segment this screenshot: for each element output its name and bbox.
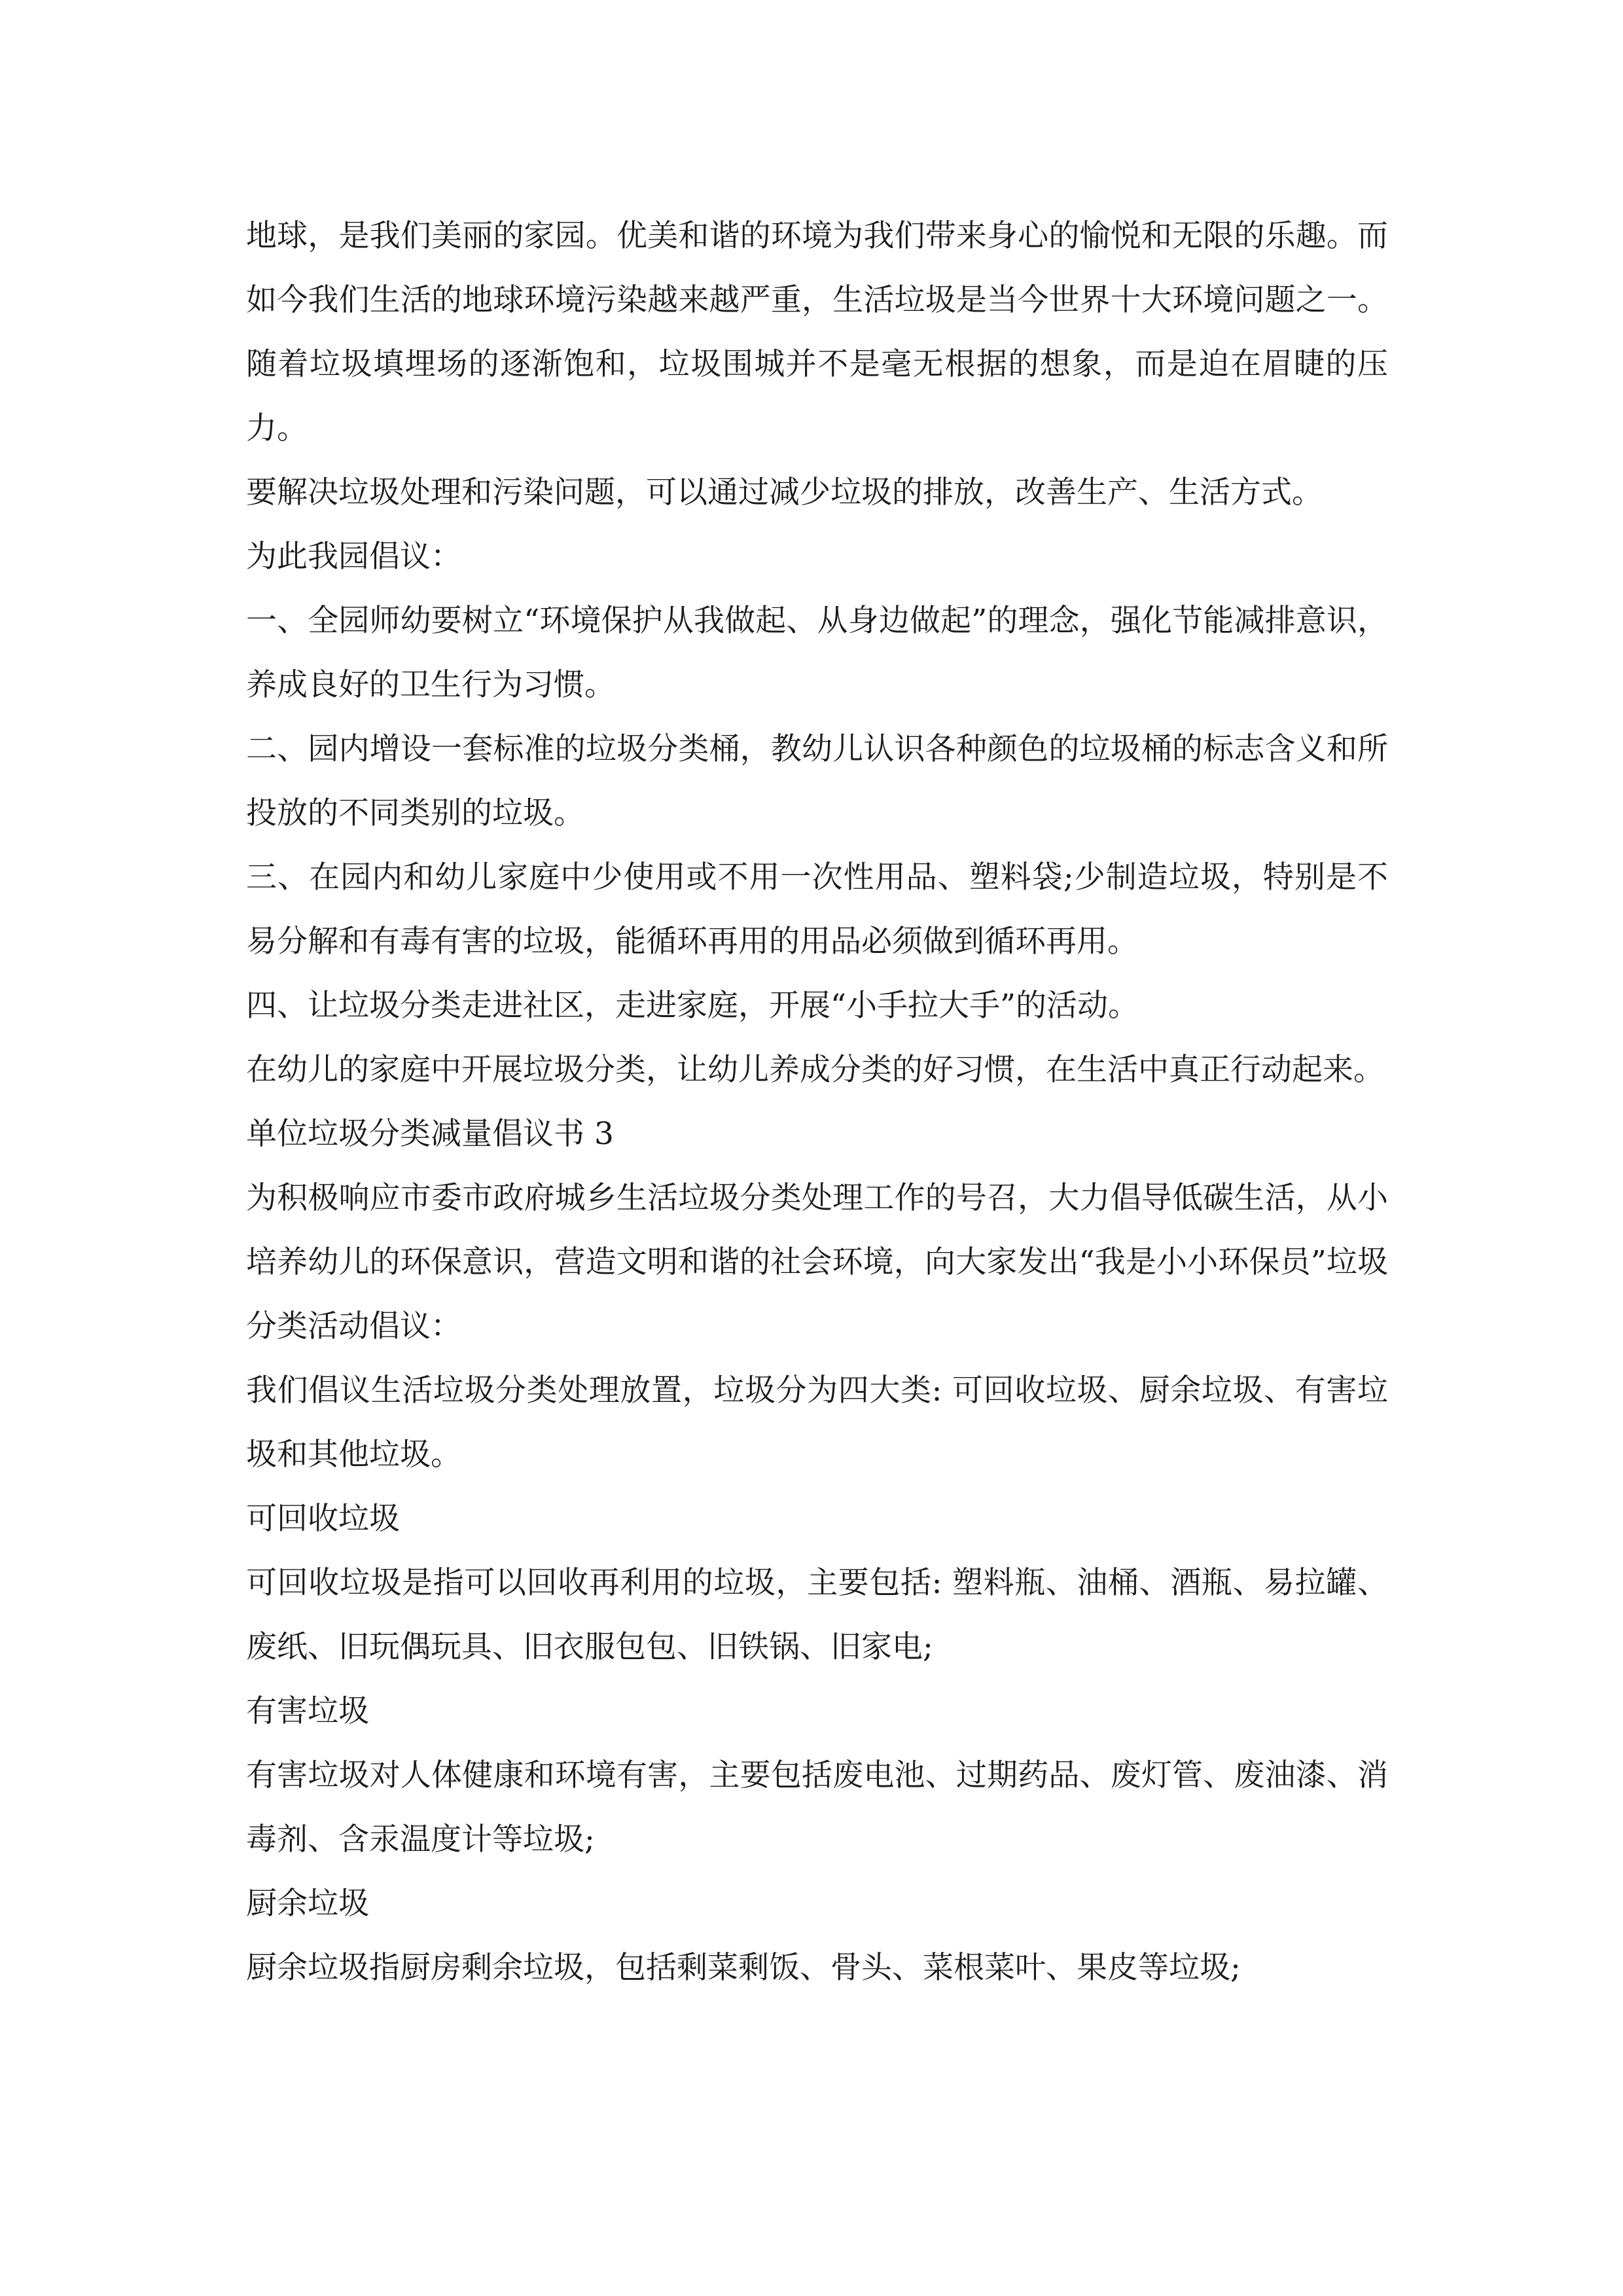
section-heading-proposal-3: 单位垃圾分类减量倡议书 3 — [246, 1116, 614, 1152]
paragraph-recyclable: 可回收垃圾是指可以回收再利用的垃圾，主要包括: 塑料瓶、油桶、酒瓶、易拉罐、废纸、旧玩偶玩具、旧衣服包包、旧铁锅、旧家电; — [246, 1565, 1388, 1665]
paragraph-response-call: 为积极响应市委市政府城乡生活垃圾分类处理工作的号召，大力倡导低碳生活，从小培养幼儿的环保意识，营造文明和谐的社会环境，向大家发出“我是小小环保员”垃圾分类活动倡议： — [246, 1180, 1388, 1344]
paragraph-proposal-3: 三、在园内和幼儿家庭中少使用或不用一次性用品、塑料袋;少制造垃圾，特别是不易分解和有毒有害的垃圾，能循环再用的用品必须做到循环再用。 — [246, 859, 1388, 960]
paragraph-proposal-2: 二、园内增设一套标准的垃圾分类桶，教幼儿认识各种颜色的垃圾桶的标志含义和所投放的不同类别的垃圾。 — [246, 731, 1388, 831]
heading-kitchen: 厨余垃圾 — [246, 1886, 369, 1922]
paragraph-earth-intro: 地球，是我们美丽的家园。优美和谐的环境为我们带来身心的愉悦和无限的乐趣。而如今我们生活的地球环境污染越来越严重，生活垃圾是当今世界十大环境问题之一。随着垃圾填埋场的逐渐饱和，垃圾围城并不是毫无根据的想象，而是迫在眉睫的压力。 — [246, 218, 1388, 446]
paragraph-solution: 要解决垃圾处理和污染问题，可以通过减少垃圾的排放，改善生产、生活方式。 — [246, 475, 1323, 511]
heading-recyclable: 可回收垃圾 — [246, 1501, 400, 1537]
paragraph-four-categories: 我们倡议生活垃圾分类处理放置，垃圾分为四大类: 可回收垃圾、厨余垃圾、有害垃圾和其他垃圾。 — [246, 1372, 1388, 1473]
paragraph-proposal-intro: 为此我园倡议： — [246, 539, 461, 575]
heading-hazardous: 有害垃圾 — [246, 1693, 369, 1729]
paragraph-family-sorting: 在幼儿的家庭中开展垃圾分类，让幼儿养成分类的好习惯，在生活中真正行动起来。 — [246, 1052, 1384, 1088]
paragraph-proposal-4: 四、让垃圾分类走进社区，走进家庭，开展“小手拉大手”的活动。 — [246, 988, 1139, 1024]
paragraph-proposal-1: 一、全园师幼要树立“环境保护从我做起、从身边做起”的理念，强化节能减排意识，养成良好的卫生行为习惯。 — [246, 603, 1388, 703]
document-body — [246, 204, 1388, 2000]
paragraph-kitchen: 厨余垃圾指厨房剩余垃圾，包括剩菜剩饭、骨头、菜根菜叶、果皮等垃圾; — [246, 1950, 1241, 1986]
paragraph-hazardous: 有害垃圾对人体健康和环境有害，主要包括废电池、过期药品、废灯管、废油漆、消毒剂、含汞温度计等垃圾; — [246, 1757, 1388, 1857]
